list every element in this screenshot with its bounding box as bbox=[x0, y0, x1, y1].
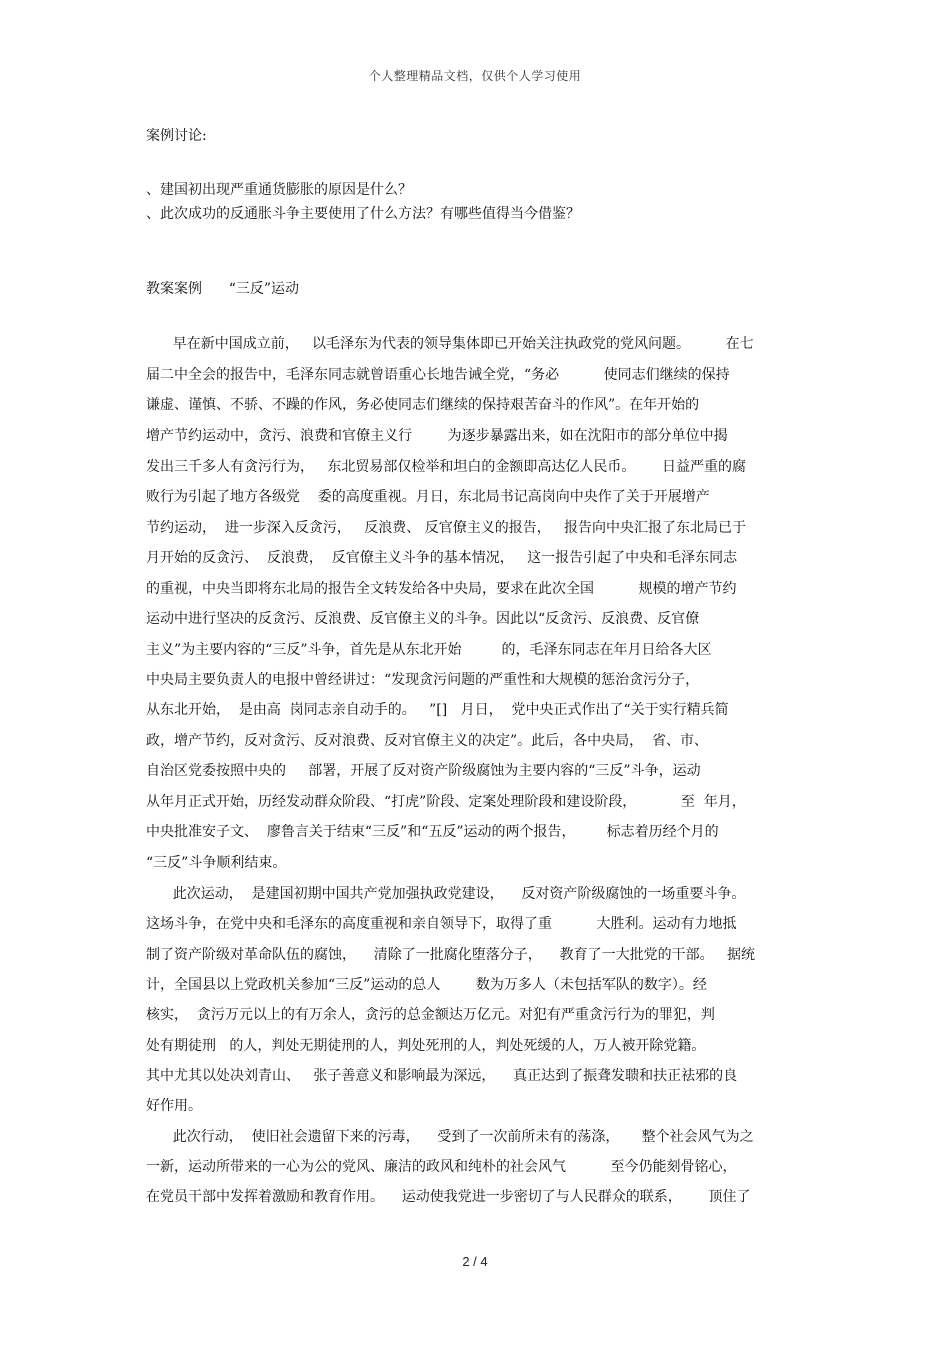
body-line: 这场斗争，在党中央和毛泽东的高度重视和亲自领导下，取得了重 大胜利。运动有力地抵 bbox=[146, 916, 737, 932]
body-line: 此次运动， 是建国初期中国共产党加强执政党建设， 反对资产阶级腐蚀的一场重要斗争。 bbox=[146, 886, 746, 902]
body-line: 败行为引起了地方各级党 委的高度重视。月日，东北局书记高岗向中央作了关于开展增产 bbox=[146, 489, 710, 505]
page-header: 个人整理精品文档，仅供个人学习使用 bbox=[368, 69, 582, 83]
body-line: 此次行动， 使旧社会遗留下来的污毒， 受到了一次前所未有的荡涤， 整个社会风气为之 bbox=[146, 1129, 754, 1145]
body-line: 处有期徒刑 的人，判处无期徒刑的人，判处死刑的人，判处死缓的人，万人被开除党籍。 bbox=[146, 1038, 706, 1054]
body-line: 计，全国县以上党政机关参加“三反”运动的总人 数为万多人（未包括军队的数字）。经 bbox=[146, 977, 707, 993]
body-line: 运动中进行坚决的反贪污、反浪费、反官僚主义的斗争。因此以“反贪污、反浪费、反官僚 bbox=[146, 611, 700, 627]
case-discussion-heading: 案例讨论: bbox=[146, 128, 207, 144]
body-line: 届二中全会的报告中，毛泽东同志就曾语重心长地告诫全党，“务必 使同志们继续的保持 bbox=[146, 367, 730, 383]
case-title: 教案案例 “三反”运动 bbox=[146, 281, 300, 297]
body-line: 在党员干部中发挥着激励和教育作用。 运动使我党进一步密切了与人民群众的联系， 顶住了 bbox=[146, 1189, 751, 1205]
body-line: 其中尤其以处决刘青山、 张子善意义和影响最为深远， 真正达到了振聋发聩和扶正祛邪的良 bbox=[146, 1068, 738, 1084]
body-line: 谦虚、谨慎、不骄、不躁的作风，务必使同志们继续的保持艰苦奋斗的作风”。在年开始的 bbox=[146, 397, 700, 413]
body-line: 自治区党委按照中央的 部署，开展了反对资产阶级腐蚀为主要内容的“三反”斗争，运动 bbox=[146, 763, 701, 779]
body-line: 增产节约运动中，贪污、浪费和官僚主义行 为逐步暴露出来，如在沈阳市的部分单位中揭 bbox=[146, 428, 728, 444]
body-line: 从年月正式开始，历经发动群众阶段、“打虎”阶段、定案处理阶段和建设阶段， 至 年月， bbox=[146, 794, 746, 810]
body-line: 中央批准安子文、 廖鲁言关于结束“三反”和“五反”运动的两个报告， 标志着历经个月的 bbox=[146, 824, 719, 840]
body-line: 一新，运动所带来的一心为公的党风、廉洁的政风和纯朴的社会风气 至今仍能刻骨铭心， bbox=[146, 1159, 737, 1175]
body-line: 从东北开始， 是由高 岗同志亲自动手的。 ”[] 月日， 党中央正式作出了“关于实行精兵简 bbox=[146, 702, 729, 718]
body-line: 发出三千多人有贪污行为， 东北贸易部仅检举和坦白的金额即高达亿人民币。 日益严重的腐 bbox=[146, 459, 747, 475]
body-line: 核实， 贪污万元以上的有万余人，贪污的总金额达万亿元。对犯有严重贪污行为的罪犯，判 bbox=[146, 1007, 715, 1023]
body-line: 早在新中国成立前， 以毛泽东为代表的领导集体即已开始关注执政党的党风问题。 在七 bbox=[146, 336, 754, 352]
body-line: 好作用。 bbox=[146, 1098, 202, 1114]
body-line: “三反”斗争顺利结束。 bbox=[146, 855, 287, 871]
body-line: 中央局主要负责人的电报中曾经讲过：“发现贪污问题的严重性和大规模的惩治贪污分子， bbox=[146, 672, 700, 688]
page-number: 2 / 4 bbox=[462, 1254, 488, 1269]
body-line: 节约运动， 进一步深入反贪污， 反浪费、 反官僚主义的报告， 报告向中央汇报了东北局已于 bbox=[146, 520, 747, 536]
body-line: 政，增产节约，反对贪污、反对浪费、反对官僚主义的决定”。此后，各中央局， 省、市、 bbox=[146, 733, 709, 749]
body-line: 制了资产阶级对革命队伍的腐蚀， 清除了一批腐化堕落分子， 教育了一大批党的干部。 据统 bbox=[146, 947, 755, 963]
body-line: 的重视，中央当即将东北局的报告全文转发给各中央局，要求在此次全国 规模的增产节约 bbox=[146, 581, 737, 597]
question-1: 、建国初出现严重通货膨胀的原因是什么？ bbox=[146, 182, 412, 198]
body-line: 月开始的反贪污、 反浪费， 反官僚主义斗争的基本情况， 这一报告引起了中央和毛泽东同志 bbox=[146, 550, 738, 566]
body-line: 主义”为主要内容的“三反”斗争，首先是从东北开始 的，毛泽东同志在年月日给各大区 bbox=[146, 642, 712, 658]
question-2: 、此次成功的反通胀斗争主要使用了什么方法？有哪些值得当今借鉴？ bbox=[146, 206, 580, 222]
